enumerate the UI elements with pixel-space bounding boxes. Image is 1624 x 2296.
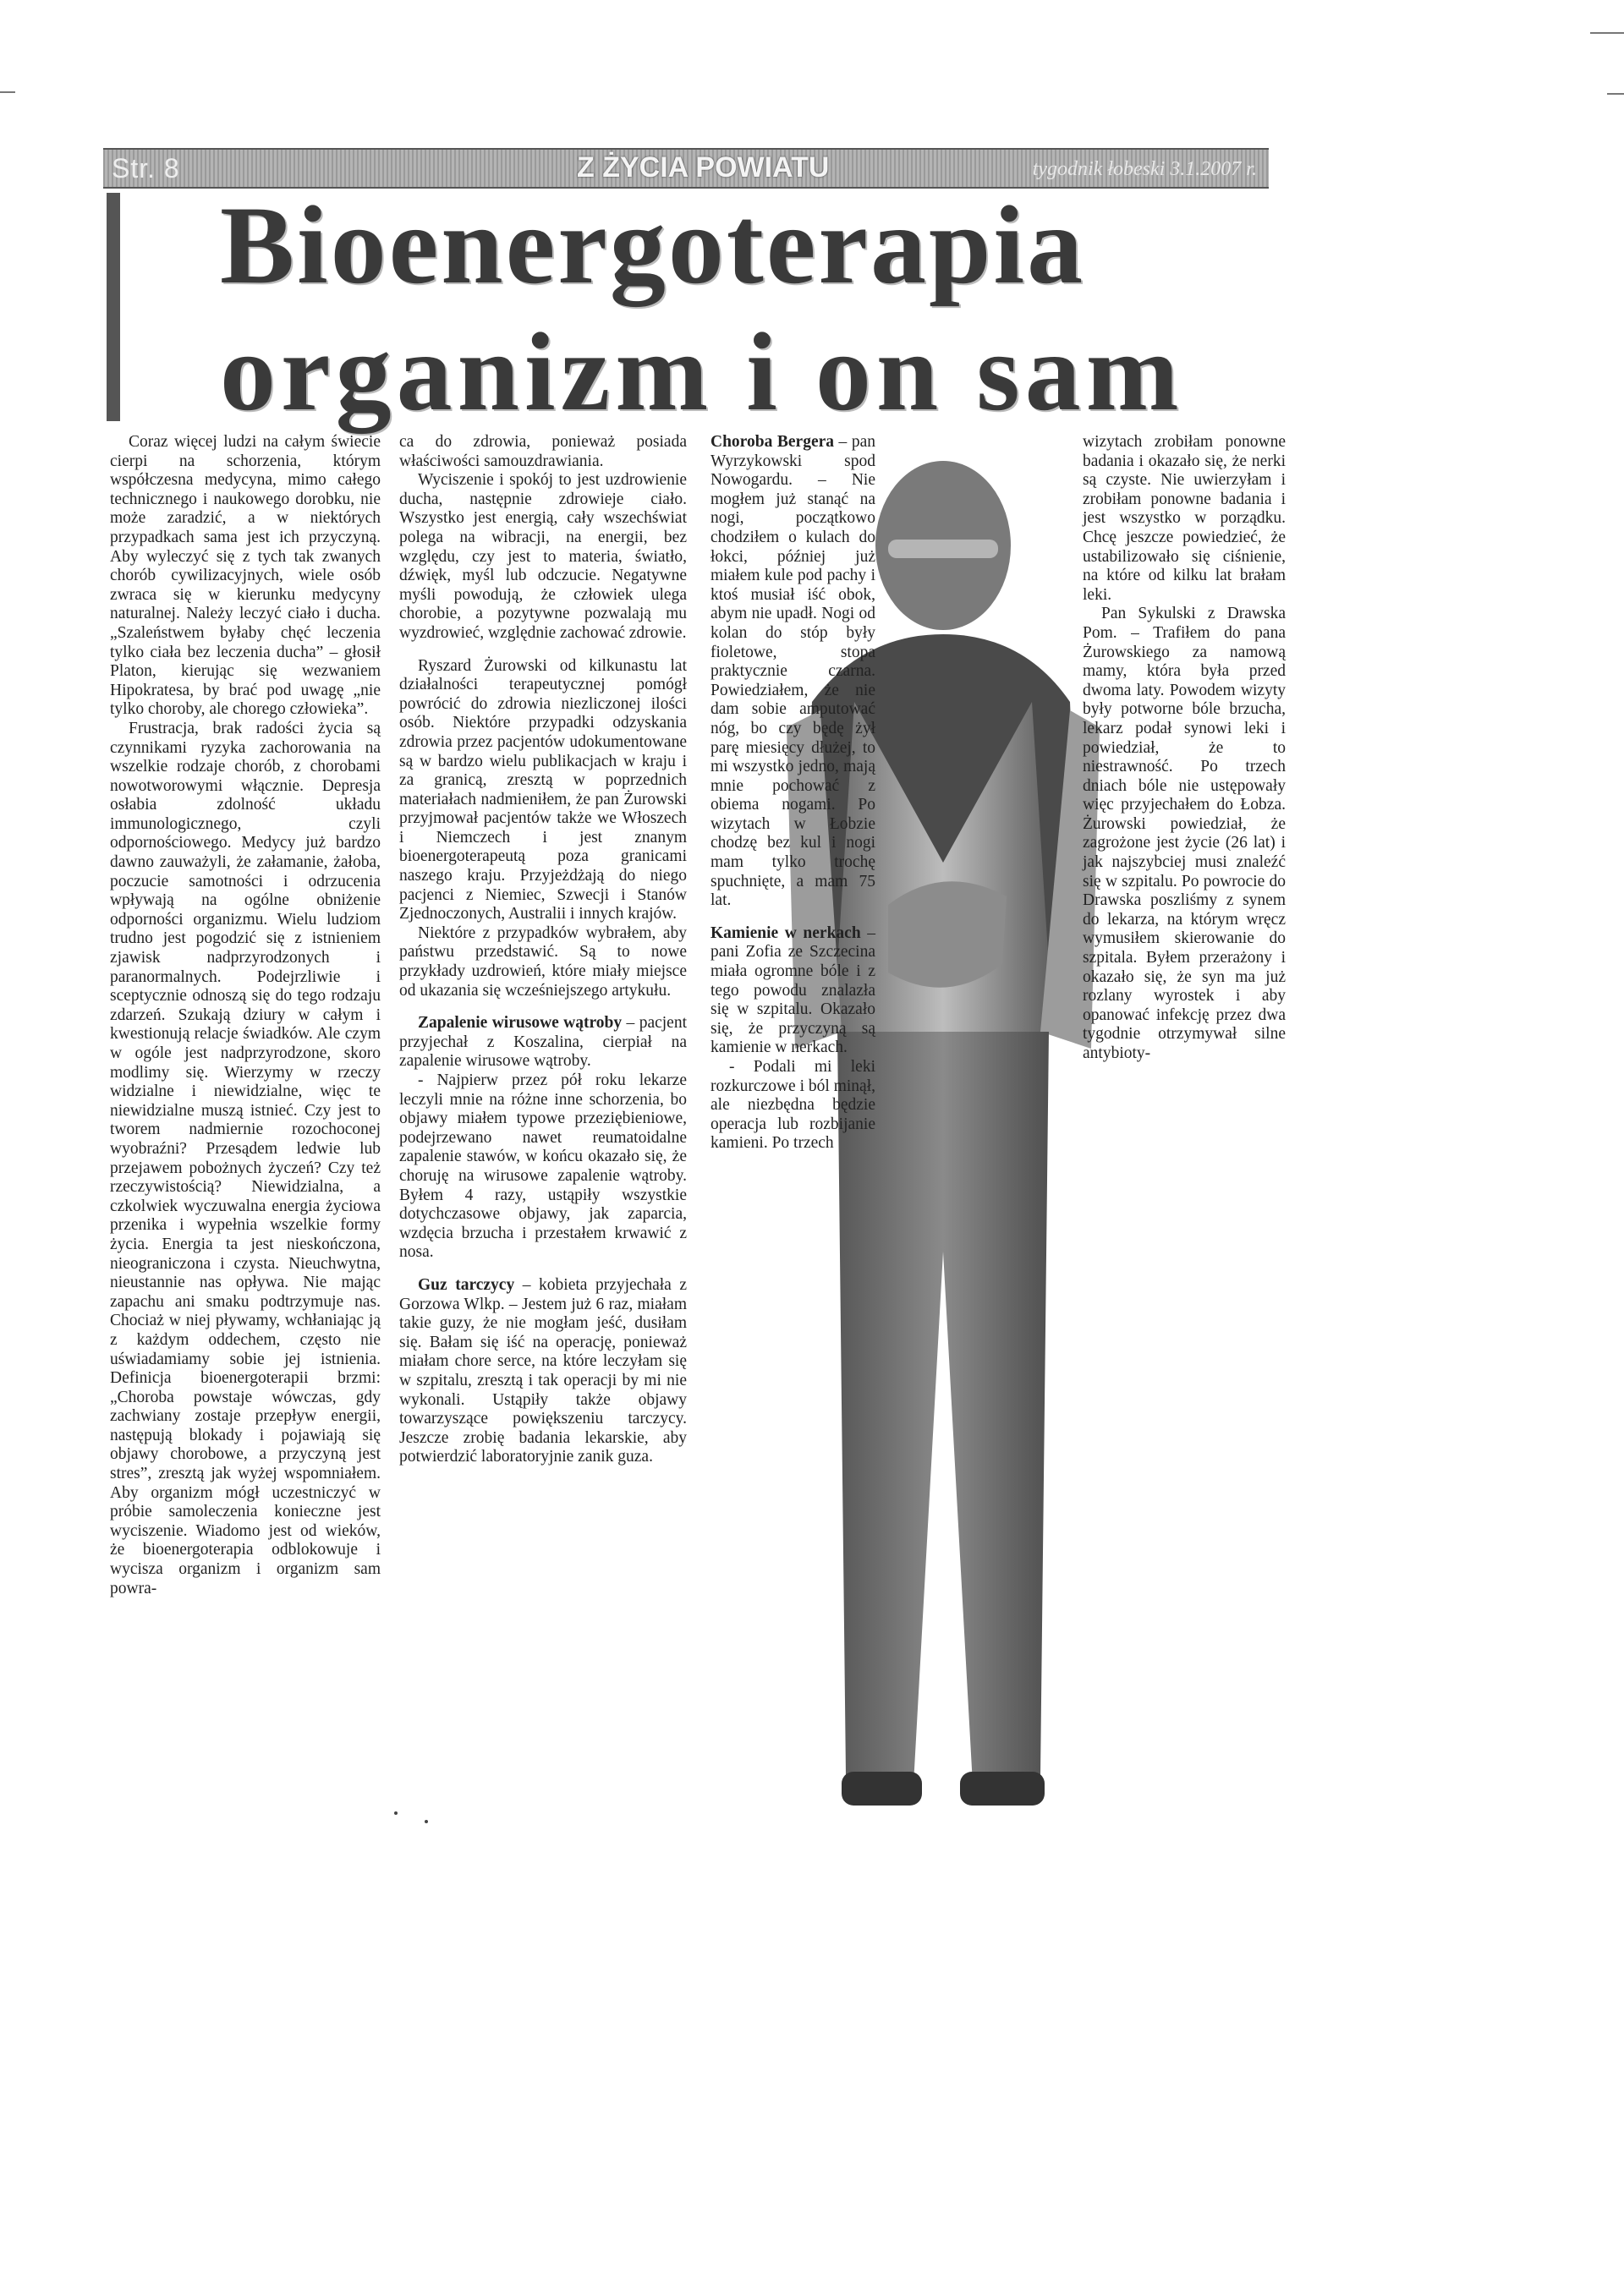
scan-mark-right xyxy=(1590,32,1624,34)
paragraph: - Najpierw przez pół roku lekarze leczyli mnie na różne inne schorzenia, bo objawy miałem typowe przeziębieniowe, podejrzewano nawet reumatoidalne zapalenie stawów, w końcu okazało się, że choruję na wirusowe zapalenie wątroby. Byłem 4 razy, ustąpiły wszystkie dotychczasowe objawy, jak zaparcia, wzdęcia brzucha i przestałem krwawić z nosa. xyxy=(399,1071,687,1262)
paragraph: Coraz więcej ludzi na całym świecie cierpi na schorzenia, którym współczesna medycyna, mimo całego technicznego i naukowego dorobku, nie może zaradzić, a w niektórych przypadkach sama jest ich przyczyną. Aby wyleczyć się z tych tak zwanych chorób cywilizacyjnych, wiele osób zwraca się w kierunku medycyny naturalnej. Należy leczyć ciało i ducha. „Szaleństwem byłaby chęć leczenia tylko ciała bez leczenia ducha” – głosił Platon, kierując się wezwaniem Hipokratesa, by brać pod uwagę „nie tylko choroby, ale chorego człowieka”. xyxy=(110,433,381,719)
headline xyxy=(220,182,1320,436)
article-column-2: ca do zdrowia, ponieważ posiada właściwości samouzdrawiania. Wyciszenie i spokój to jest uzdrowienie ducha, następnie zdrowieje ciało. Wszystko jest energią, cały wszechświat polega na wibracji, na energii, bez względu, czy jest to materia, światło, dźwięk, myśl lub odczucie. Negatywne myśli powodują, że człowiek ulega chorobie, a pozytywne pozwalają mu wyzdrowieć, względnie zachować zdrowie. Ryszard Żurowski od kilkunastu lat działalności terapeutycznej pomógł powrócić do zdrowia niezliczonej ilości osób. Niektóre przypadki odzyskania zdrowia przez pacjentów udokumentowane są w bardzo wielu publikacjach w kraju i za granicą, zresztą w poprzednich materiałach nadmieniłem, że pan Żurowski przyjmował pacjentów także we Włoszech i Niemczech i jest znanym bioenergoterapeutą poza granicami naszego kraju. Przyjeżdżają do niego pacjenci z Niemiec, Szwecji i Stanów Zjednoczonych, Australii i innych krajów. Niektóre z przypadków wybrałem, aby państwu przedstawić. Są to nowe przykłady uzdrowień, które miały miejsce od ukazania się wcześniejszego artykułu. Zapalenie wirusowe wątroby – pacjent przyjechał z Koszalina, cierpiał na zapalenie wirusowe wątroby. - Najpierw przez pół roku lekarze leczyli mnie na różne inne schorzenia, bo objawy miałem typowe przeziębieniowe, podejrzewano nawet reumatoidalne zapalenie stawów, w końcu okazało się, że choruję na wirusowe zapalenie wątroby. Byłem 4 razy, ustąpiły wszystkie dotychczasowe objawy, jak zaparcia, wzdęcia brzucha i przestałem krwawić z nosa. Guz tarczycy – kobieta przyjechała z Gorzowa Wlkp. – Jestem już 6 raz, miałam takie guzy, że nie mogłam jeść, dusiłam się. Bałam się iść na operację, ponieważ miałam chore serce, na które leczyłam się w szpitalu, zresztą i tak operacji by mi nie wykonali. Ustąpiły także objawy towarzyszące powiększeniu tarczycy. Jeszcze zrobię badania lekarskie, aby potwierdzić laboratoryjnie zanik guza. xyxy=(399,433,687,1466)
subhead-kidney-stones: Kamienie w nerkach xyxy=(710,923,861,942)
subhead-hepatitis: Zapalenie wirusowe wątroby xyxy=(418,1014,623,1033)
paragraph: – pani Zofia ze Szczecina miała ogromne bóle i z tego powodu znalazła się w szpitalu. Okazało się, że przyczyną są kamienie w nerkach. xyxy=(710,923,876,1057)
section-title: Z ŻYCIA POWIATU xyxy=(577,151,830,184)
scan-speck xyxy=(425,1820,428,1823)
paragraph: Wyciszenie i spokój to jest uzdrowienie ducha, następnie zdrowieje ciało. Wszystko jest energią, cały wszechświat polega na wibracji, na energii, bez względu, czy jest to materia, światło, dźwięk, myśl lub odczucie. Negatywne myśli powodują, że człowiek ulega chorobie, a pozytywne pozwalają mu wyzdrowieć, względnie zachować zdrowie. xyxy=(399,471,687,642)
paragraph: Frustracja, brak radości życia są czynnikami ryzyka zachorowania na wszelkie rodzaje chorób, z chorobami nowotworowymi włącznie. Depresja osłabia zdolność układu immunologicznego, czyli odpornościowego. Medycy już bardzo dawno zauważyli, że załamanie, żałoba, poczucie samotności i odrzucenia wpływają na ogólne obniżenie odporności organizmu. Wielu ludziom trudno jest pogodzić się z istnieniem zjawisk nadprzyrodzonych i paranormalnych. Podejrzliwie i sceptycznie odnoszą się do tego rodzaju zdarzeń. Szukają dziury w całym i kwestionują relacje świadków. Ale czym w ogóle jest nadprzyrodzone, skoro modlimy się. Wierzymy w rzeczy widzialne i niewidzialne, więc te niewidzialne muszą istnieć. Czy jest to tworem nadmiernie rozochoconej wyobraźni? Przesądem ledwie lub przejawem pobożnych życzeń? Czy też rzeczywistością? Niewidzialna, a czkolwiek wyczuwalna energia życiowa przenika i wypełnia wszelkie formy życia. Energia ta jest nieskończona, nieograniczona i czysta. Nieuchwytna, nieustannie nas opływa. Nie mając zapachu ani smaku podtrzymuje nas. Chociaż w niej pływamy, wchłaniając ją z każdym oddechem, często nie uświadamiamy sobie jej istnienia. Definicja bioenergoterapii brzmi: „Choroba powstaje wówczas, gdy zachwiany zostaje przepływ energii, następują blokady i pojawiają się objawy chorobowe, a przyczyną jest stres”, zresztą jak wyżej wspomniałem. Aby organizm mógł uczestniczyć w próbie samoleczenia konieczne jest wyciszenie. Wiadomo jest od wieków, że bioenergoterapia odblokowuje i wycisza organizm i organizm sam powra- xyxy=(110,719,381,1597)
scan-mark-right-2 xyxy=(1607,93,1624,95)
headline-line-1: Bioenergoterapia xyxy=(220,183,1086,307)
paragraph: pacjent przyjechał z Koszalina, cierpiał na zapalenie wirusowe wątroby. xyxy=(399,1014,687,1071)
paragraph: ca do zdrowia, ponieważ posiada właściwości samouzdrawiania. xyxy=(399,433,687,470)
scan-mark-left xyxy=(0,91,15,93)
page-number: Str. 8 xyxy=(112,153,180,184)
subhead-berger: Choroba Bergera xyxy=(710,433,834,451)
paragraph: Pan Sykulski z Drawska Pom. – Trafiłem do pana Żurowskiego za namową mamy, która była przed dwoma laty. Powodem wizyty były potworne bóle brzucha, lekarz podał synowi leki i powiedział, że to niestrawność. Po trzech dniach bóle nie ustępowały więc przyjechałem do Łobza. Żurowski powiedział, że zagrożone jest życie (26 lat) i jak najszybciej musi znaleźć się w szpitalu. Po powrocie do Drawska poszliśmy z synem do lekarza, na którym wręcz wymusiłem skierowanie do szpitala. Byłem przerażony i okazało się, że syn ma już rozlany wyrostek i aby opanować infekcję przez dwa tygodnie otrzymywał silne antybioty- xyxy=(1083,605,1286,1062)
paragraph: - Podali mi leki rozkurczowe i ból minął, ale niezbędna będzie operacja lub rozbijanie kamieni. Po trzech xyxy=(710,1058,875,1153)
paragraph: Niektóre z przypadków wybrałem, aby państwu przedstawić. Są to nowe przykłady uzdrowień, które miały miejsce od ukazania się wcześniejszego artykułu. xyxy=(399,923,687,1000)
paragraph: – pan Wyrzykowski spod Nowogardu. – Nie mogłem już stanąć na nogi, początkowo chodziłem o kulach do łokci, później już miałem kule pod pachy i ktoś musiał iść obok, abym nie upadł. Nogi od kolan do stóp były fioletowe, stopa praktycznie czarna. Powiedziałem, że nie dam sobie amputować nóg, bo czy będę żył parę miesięcy dłużej, to mi wszystko jedno, mają mnie pochować z obiema nogami. Po wizytach w Łobzie chodzę bez kul i nogi mam tylko trochę spuchnięte, a mam 75 lat. xyxy=(710,433,875,910)
article-column-4 xyxy=(1083,433,1286,1064)
issue-info: tygodnik łobeski 3.1.2007 r. xyxy=(1032,158,1257,180)
headline-line-2: organizm i on sam xyxy=(220,310,1184,434)
subhead-thyroid: Guz tarczycy xyxy=(418,1275,515,1294)
title-accent-bar xyxy=(107,193,120,421)
article-column-1 xyxy=(110,433,381,1598)
article-column-3 xyxy=(710,433,875,1153)
scan-speck xyxy=(394,1811,398,1815)
paragraph: – kobieta przyjechała z Gorzowa Wlkp. – Jestem już 6 raz, miałam takie guzy, że nie mogłam jeść, dusiłam się. Bałam się iść na operację, ponieważ miałam chore serce, na które leczyłam się w szpitalu, zresztą i tak operacji by mi nie wykonali. Ustąpiły także objawy towarzyszące powiększeniu tarczycy. Jeszcze zrobię badania lekarskie, aby potwierdzić laboratoryjnie zanik guza. xyxy=(399,1275,687,1466)
paragraph: wizytach zrobiłam ponowne badania i okazało się, że nerki są czyste. Nie uwierzyłam i zrobiłam ponowne badania i jest wszystko w porządku. Chcę jeszcze powiedzieć, że ustabilizowało się ciśnienie, na które od kilku lat brałam leki. xyxy=(1083,433,1286,604)
paragraph: Ryszard Żurowski od kilkunastu lat działalności terapeutycznej pomógł powrócić do zdrowia niezliczonej ilości osób. Niektóre przypadki odzyskania zdrowia przez pacjentów udokumentowane są w bardzo wielu publikacjach w kraju i za granicą, zresztą w poprzednich materiałach nadmieniłem, że pan Żurowski przyjmował pacjentów także we Włoszech i Niemczech i jest znanym bioenergoterapeutą poza granicami naszego kraju. Przyjeżdżają do niego pacjenci z Niemiec, Szwecji i Stanów Zjednoczonych, Australii i innych krajów. xyxy=(399,656,687,923)
